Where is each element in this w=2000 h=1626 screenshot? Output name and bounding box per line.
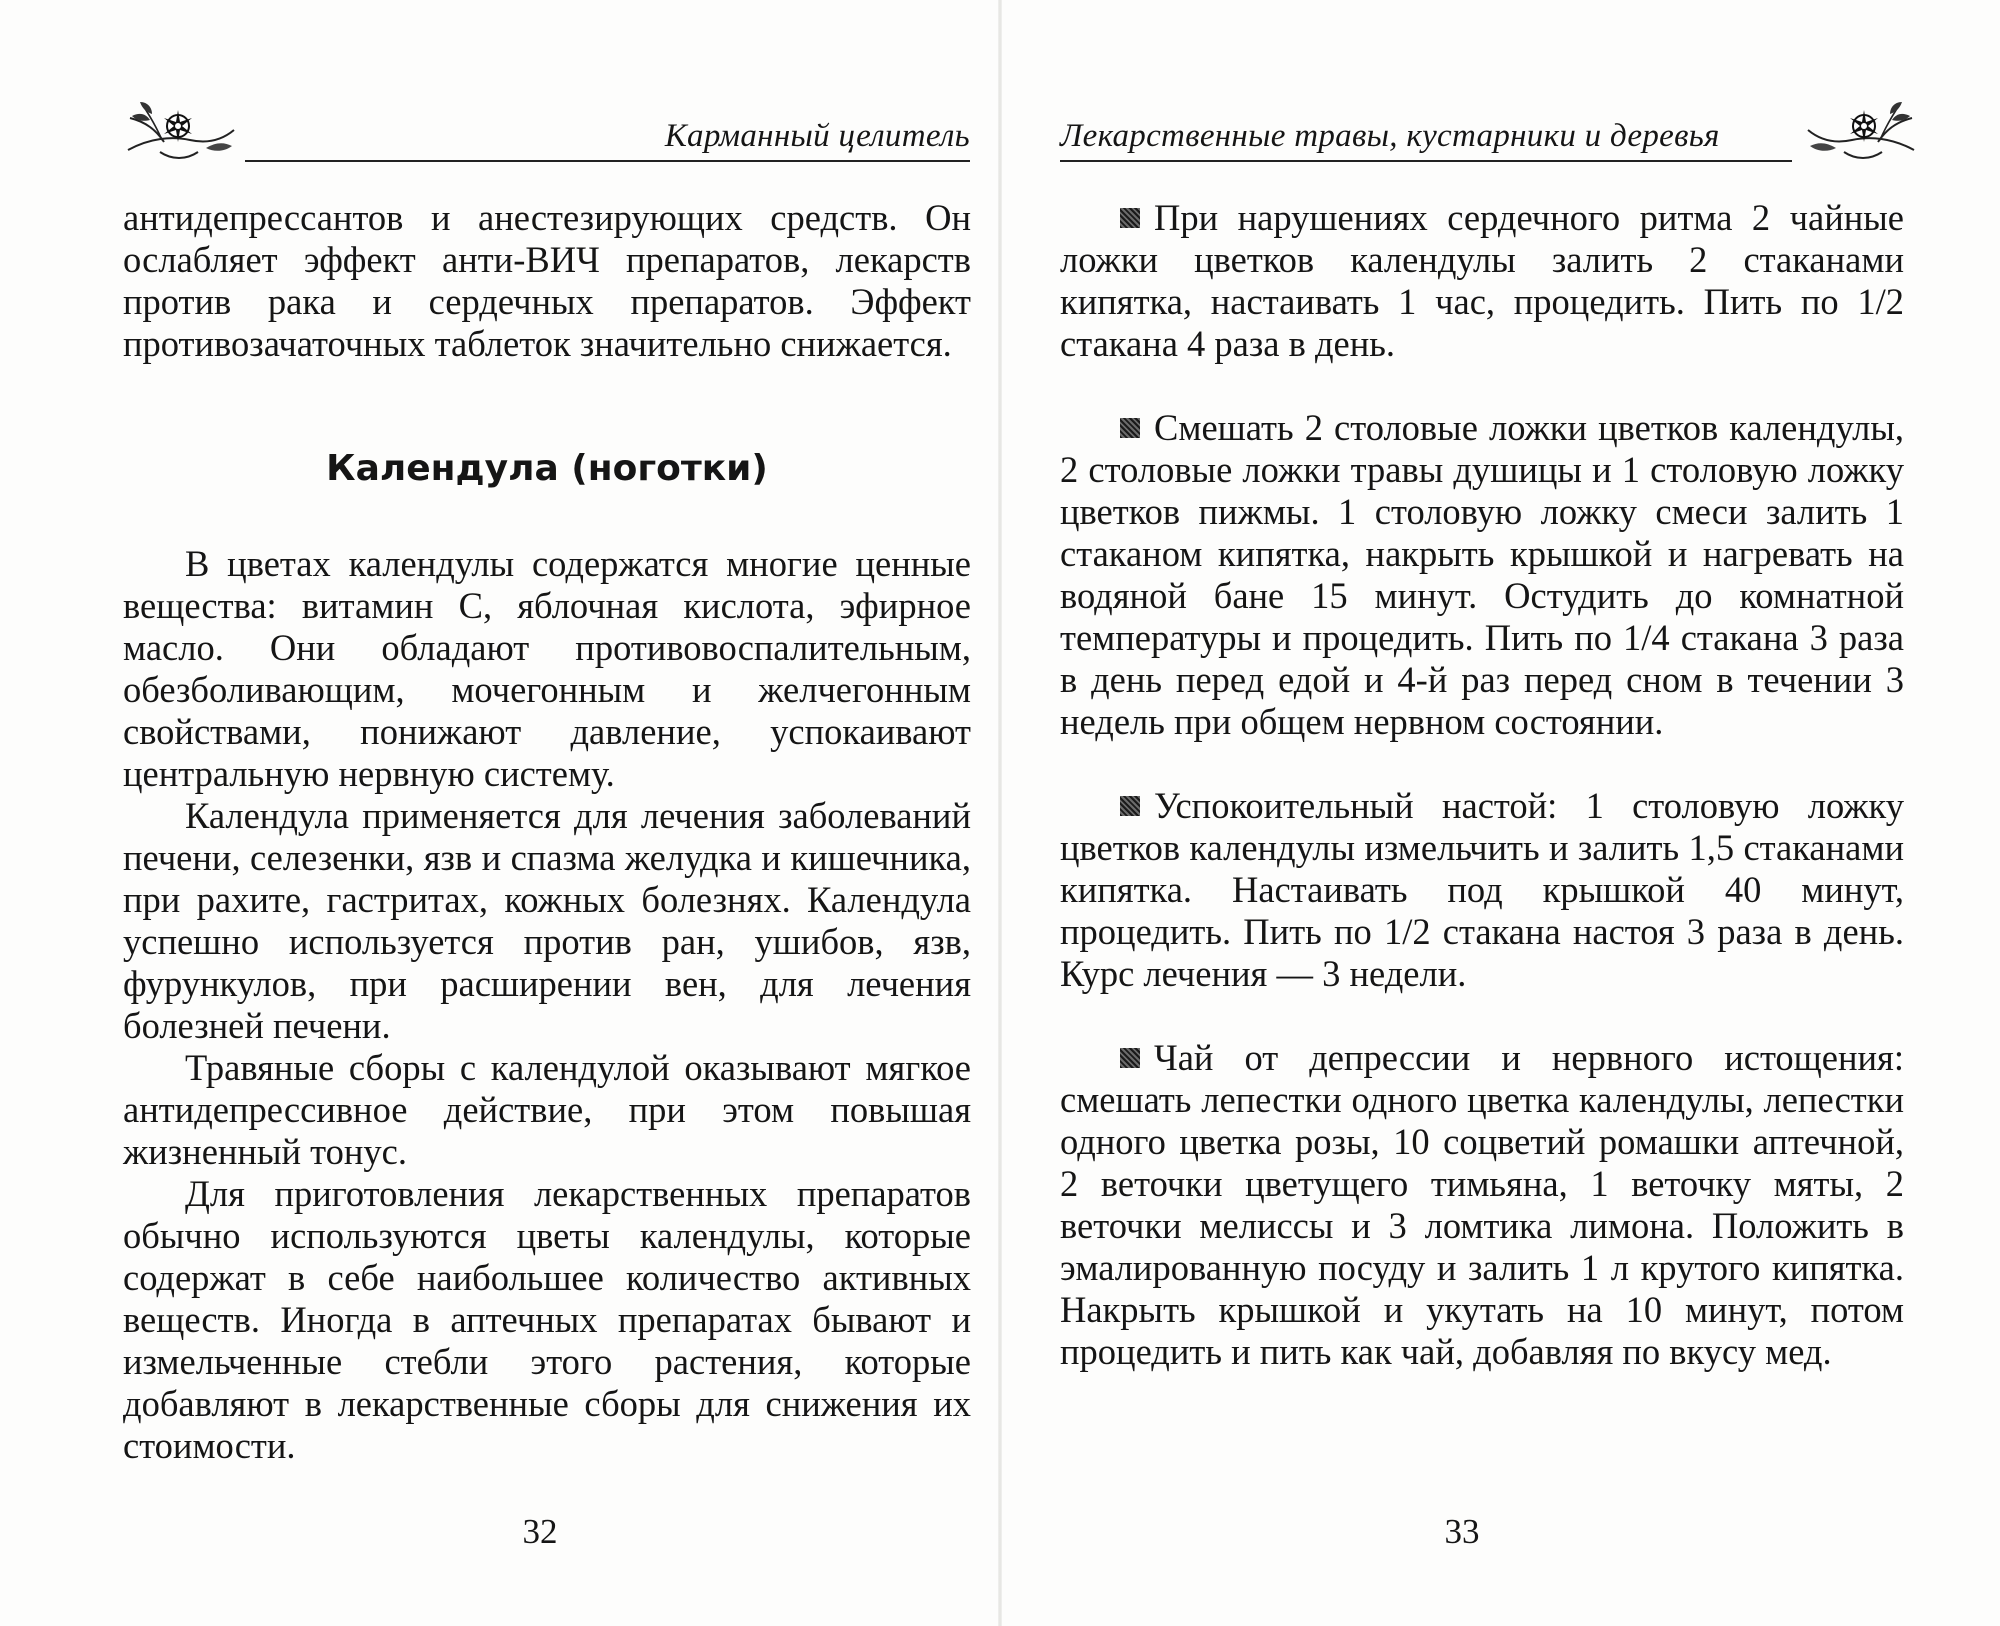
right-page [1002, 0, 2000, 1626]
left-running-header [120, 90, 970, 170]
body-paragraph: Календула применяется для лечения заболеваний печени, селезенки, язв и спазма желудка и кишечника, при рахите, гастритах, кожных болезнях. Календула успешно используется против ран, ушибов, язв, фурункулов, при расширении вен, для лечения болезней печени. [123, 795, 971, 1046]
running-header-title: Лекарственные травы, кустарники и деревья [1060, 118, 1720, 154]
square-bullet-icon [1120, 418, 1140, 438]
recipe-item [1060, 407, 1904, 743]
recipe-item [1060, 197, 1904, 365]
header-rule [1060, 160, 1792, 162]
recipe-text: При нарушениях сердечного ритма 2 чайные ложки цветков календулы залить 2 стаканами кипятка, настаивать 1 час, процедить. Пить по 1/2 стакана 4 раза в день. [1060, 197, 1904, 364]
square-bullet-icon [1120, 1048, 1140, 1068]
section-title: Календула (ноготки) [326, 448, 768, 489]
section-body [123, 543, 971, 1467]
page-number: 32 [522, 1512, 558, 1551]
body-paragraph: В цветах календулы содержатся многие ценные вещества: витамин С, яблочная кислота, эфирное масло. Они обладают противовоспалительным, обезболивающим, мочегонным и желчегонным свойствами, понижают давление, успокаивают центральную нервную систему. [123, 543, 971, 794]
header-rule [245, 160, 970, 162]
square-bullet-icon [1120, 208, 1140, 228]
body-paragraph: Травяные сборы с календулой оказывают мягкое антидепрессивное действие, при этом повышая жизненный тонус. [123, 1047, 971, 1172]
recipe-text: Успокоительный настой: 1 столовую ложку цветков календулы измельчить и залить 1,5 стаканами кипятка. Настаивать под крышкой 40 минут, процедить. Пить по 1/2 стакана настоя 3 раза в день. Курс лечения — 3 недели. [1060, 785, 1904, 994]
recipe-list [1060, 197, 1904, 1415]
square-bullet-icon [1120, 796, 1140, 816]
recipe-text: Чай от депрессии и нервного истощения: смешать лепестки одного цветка календулы, лепестки одного цветка розы, 10 соцветий ромашки аптечной, 2 веточки цветущего тимьяна, 1 веточку мяты, 2 веточки мелиссы и 3 ломтика лимона. Положить в эмалированную посуду и залить 1 л крутого кипятка. Накрыть крышкой и укутать на 10 минут, потом процедить и пить как чай, добавляя по вкусу мед. [1060, 1037, 1904, 1372]
page-number: 33 [1444, 1512, 1480, 1551]
flower-ornament-icon [1802, 90, 1922, 170]
body-paragraph: Для приготовления лекарственных препаратов обычно используются цветы календулы, которые содержат в себе наибольшее количество активных веществ. Иногда в аптечных препаратах бывают и измельченные стебли этого растения, которые добавляют в лекарственные сборы для снижения их стоимости. [123, 1173, 971, 1466]
flower-ornament-icon [120, 90, 240, 170]
intro-paragraph-block [123, 197, 971, 365]
intro-paragraph: антидепрессантов и анестезирующих средств. Он ослабляет эффект анти-ВИЧ препаратов, лекарств против рака и сердечных препаратов. Эффект противозачаточных таблеток значительно снижается. [123, 197, 971, 364]
left-page [0, 0, 998, 1626]
recipe-item [1060, 785, 1904, 995]
recipe-text: Смешать 2 столовые ложки цветков календулы, 2 столовые ложки травы душицы и 1 столовую ложку цветков пижмы. 1 столовую ложку смеси залить 1 стаканом кипятка, накрыть крышкой и нагревать на водяной бане 15 минут. Остудить до комнатной температуры и процедить. Пить по 1/4 стакана 3 раза в день перед едой и 4-й раз перед сном в течении 3 недель при общем нервном состоянии. [1060, 407, 1904, 742]
right-running-header [1042, 90, 1922, 170]
recipe-item [1060, 1037, 1904, 1373]
running-header-title: Карманный целитель [664, 118, 970, 154]
